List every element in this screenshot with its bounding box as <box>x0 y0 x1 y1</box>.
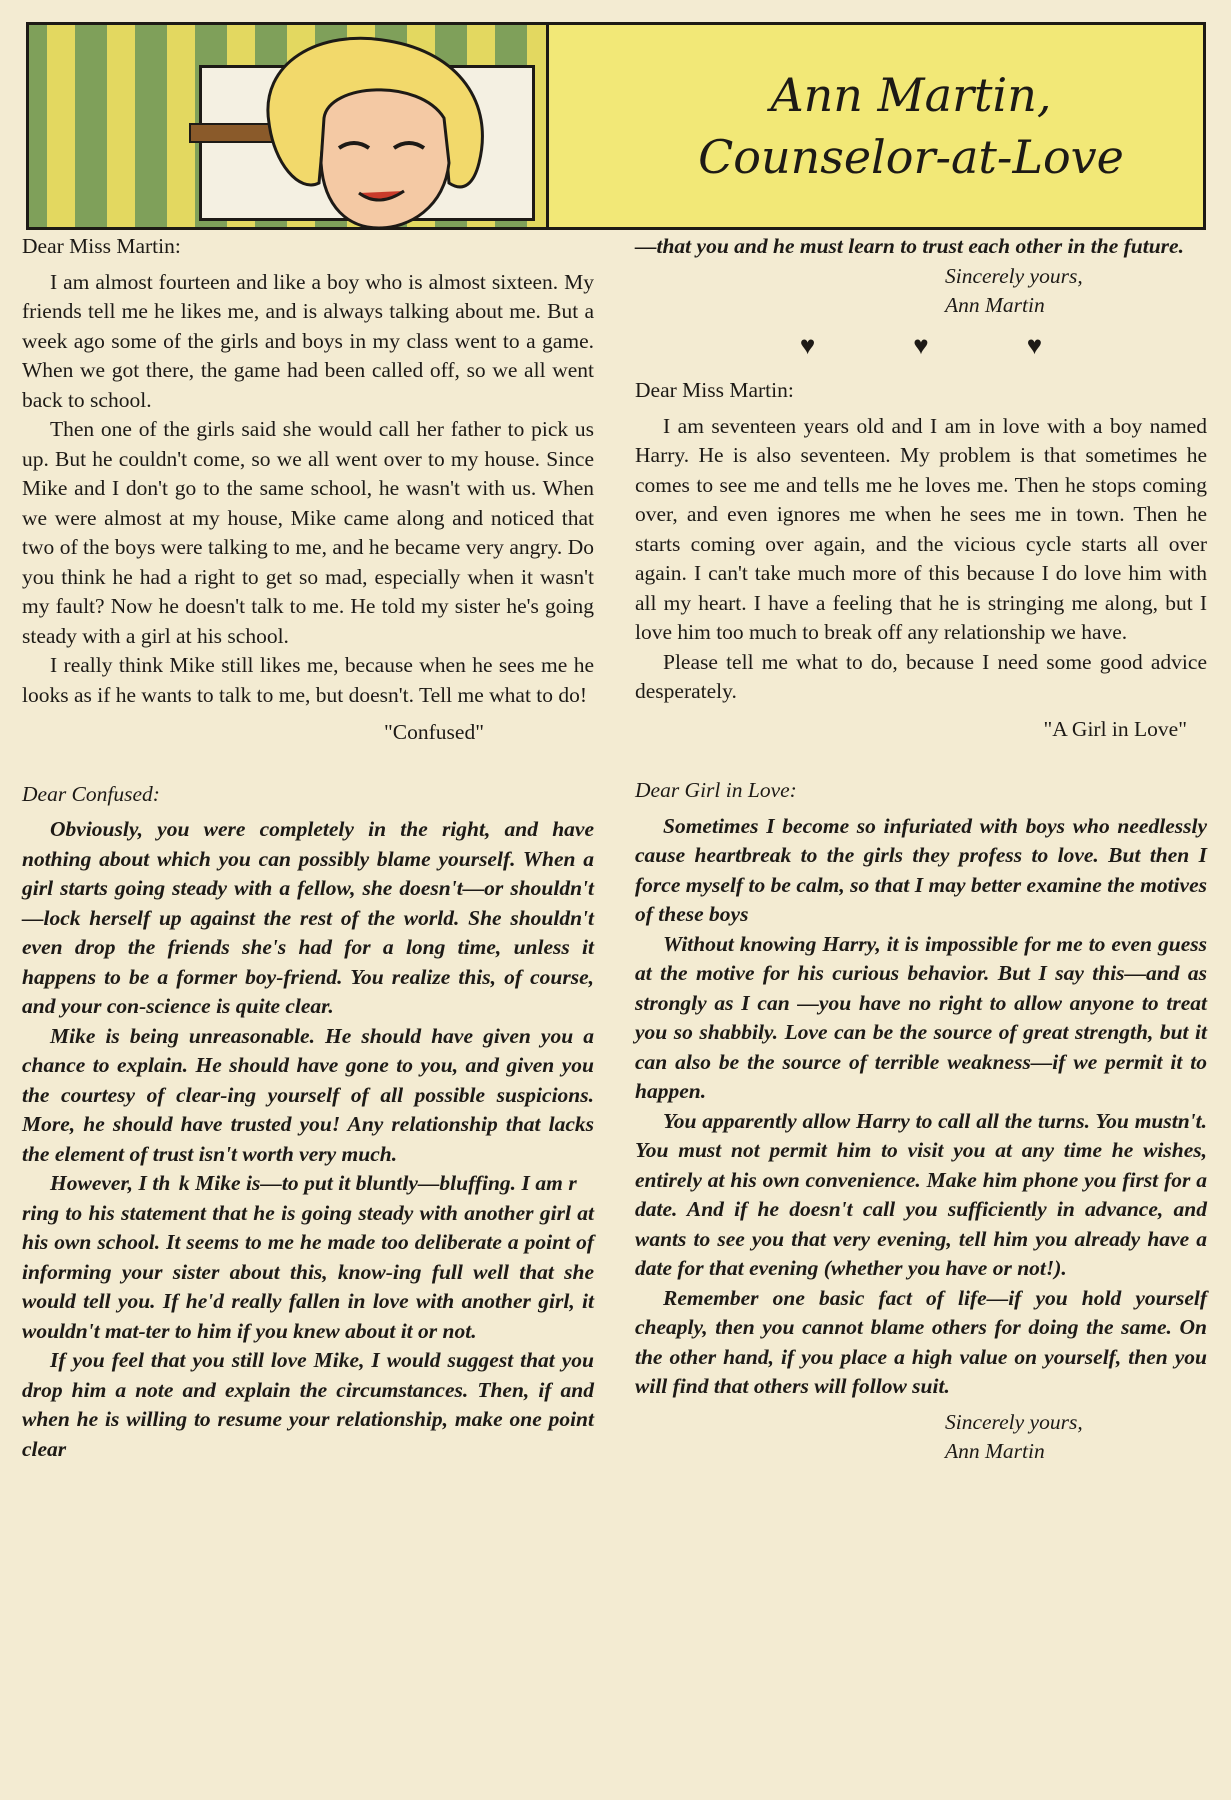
column-title <box>698 64 1124 188</box>
reply-paragraph: Without knowing Harry, it is impossible for me to even guess at the motive for his curious behavior. But I say this—and as strongly as I can —you have no right to allow anyone to treat you so shabbily. Love can be the source of great strength, but it can also be the source of terrible weakness—if we permit it to happen. <box>635 931 1207 1103</box>
reply-salutation: Dear Confused: <box>22 781 160 806</box>
header-banner <box>26 22 1206 230</box>
letter-signature: "Confused" <box>384 720 484 744</box>
title-panel <box>549 25 1203 227</box>
title-line-1: Ann Martin, <box>770 67 1052 122</box>
letter-salutation: Dear Miss Martin: <box>635 378 794 402</box>
reply-continuation: —that you and he must learn to trust each other in the future. <box>635 234 1184 258</box>
letter-paragraph: Then one of the girls said she would call her father to pick us up. But he couldn't come, so we all went over to my house. Since Mike and I don't go to the same school, he wasn't with us. When we were almost at my house, Mike came along and noticed that two of the boys were talking to me, and he became very angry. Do you think he had a right to get so mad, especially when it wasn't my fault? Now he doesn't talk to me. He told my sister he's going steady with a girl at his school. <box>22 417 594 648</box>
reply-paragraph: Obviously, you were completely in the right, and have nothing about which you can possibly blame yourself. When a girl starts going steady with a fellow, she doesn't—or shouldn't—lock herself up against the rest of the world. She shouldn't even drop the friends she's had for a long time, unless it happens to be a former boy-friend. You realize this, of course, and your con-science is quite clear. <box>22 817 594 1018</box>
reply-paragraph: If you feel that you still love Mike, I would suggest that you drop him a note and explain the circumstances. Then, if and when he is willing to resume your relationship, make one point clear <box>22 1348 594 1461</box>
reply-paragraph: Sometimes I become so infuriated with boys who needlessly cause heartbreak to the girls they profess to love. But then I force myself to be calm, so that I may better examine the motives of these boys <box>635 813 1207 926</box>
letter-salutation: Dear Miss Martin: <box>22 234 181 258</box>
letter-paragraph: I am almost fourteen and like a boy who is almost sixteen. My friends tell me he likes me, and is always talking about me. But a week ago some of the girls and boys in my class went to a game. When we got there, the game had been called off, so we all went back to school. <box>22 269 594 412</box>
reply-author: Ann Martin <box>945 293 1045 317</box>
title-line-2: Counselor-at-Love <box>698 130 1124 184</box>
heart-divider: ♥♥♥ <box>799 330 1141 360</box>
header-illustration <box>29 25 549 227</box>
reply-paragraph: However, I th k Mike is—to put it bluntly—bluffing. I am r ring to his statement that he is going steady with another girl at his own school. It seems to me he made too deliberate a point of informing your sister about this, know-ing full well that she would tell you. If he'd really fallen in love with another girl, it wouldn't mat-ter to him if you knew about it or not. <box>22 1171 594 1343</box>
letter-paragraph: I am seventeen years old and I am in love with a boy named Harry. He is also seventeen. My problem is that sometimes he comes to see me and tells me he loves me. Then he stops coming over, and even ignores me when he sees me in town. Then he starts coming over again, and the vicious cycle starts all over again. I can't take much more of this because I do love him with all my heart. I have a feeling that he is stringing me along, but I love him too much to break off any relationship we have. <box>635 413 1207 644</box>
reply-paragraph: Mike is being unreasonable. He should have given you a chance to explain. He should have gone to you, and given you the courtesy of clear-ing yourself of all possible suspicions. More, he should have trusted you! Any relationship that lacks the element of trust isn't worth very much. <box>22 1023 594 1166</box>
ann-martin-portrait <box>229 33 549 227</box>
right-column <box>635 232 1207 1467</box>
reply-paragraph: You apparently allow Harry to call all the turns. You mustn't. You must not permit him to visit you at any time he wishes, entirely at his own convenience. Make him phone you first for a date. And if he doesn't call you sufficiently in advance, and wants to see you that very evening, tell him you already have a date for that evening (whether you have or not!). <box>635 1108 1207 1280</box>
reply-salutation: Dear Girl in Love: <box>635 778 797 802</box>
letter-paragraph: Please tell me what to do, because I need some good advice desperately. <box>635 649 1207 703</box>
reply-author: Ann Martin <box>945 1439 1045 1463</box>
letter-paragraph: I really think Mike still likes me, because when he sees me he looks as if he wants to talk to me, but doesn't. Tell me what to do! <box>22 653 594 707</box>
reply-closing: Sincerely yours, <box>945 263 1083 288</box>
reply-closing: Sincerely yours, <box>945 1409 1083 1434</box>
left-column <box>22 232 594 1464</box>
letter-signature: "A Girl in Love" <box>1043 716 1187 741</box>
reply-paragraph: Remember one basic fact of life—if you hold yourself cheaply, then you cannot blame others for doing the same. On the other hand, if you place a high value on yourself, then you will find that others will follow suit. <box>635 1285 1207 1398</box>
